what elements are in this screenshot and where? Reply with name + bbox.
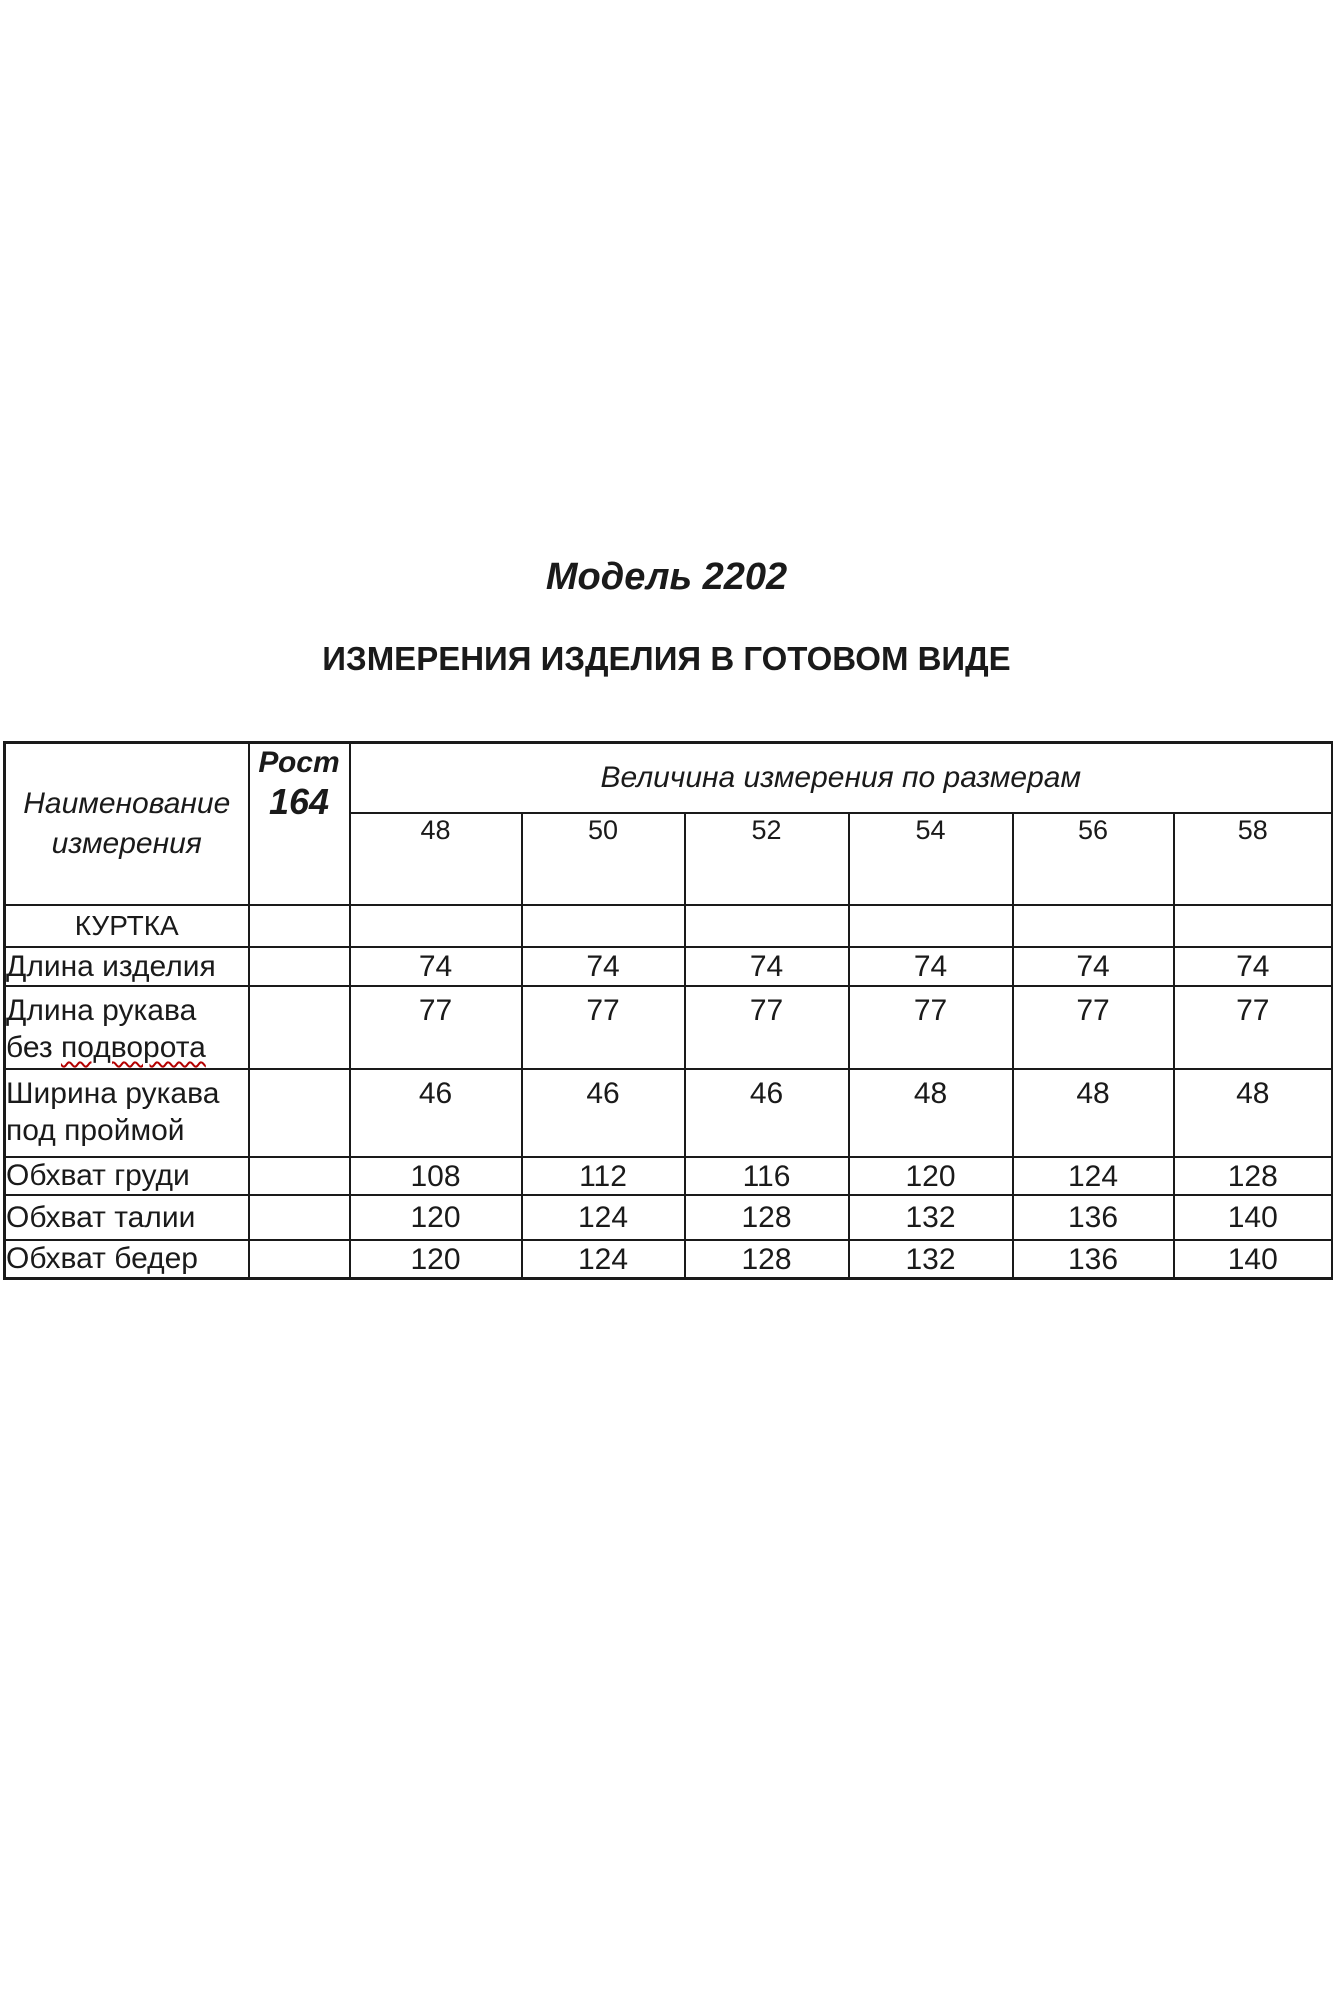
measurement-name-header: Наименование измерения: [5, 743, 249, 906]
measurement-value: 74: [1174, 947, 1333, 986]
empty-cell: [849, 905, 1013, 947]
size-column-header: 56: [1013, 813, 1174, 905]
measurement-value: 46: [685, 1069, 849, 1157]
measurement-value: 136: [1013, 1195, 1174, 1240]
empty-cell: [249, 1240, 350, 1279]
measurement-value: 124: [1013, 1157, 1174, 1195]
model-title: Модель 2202: [545, 556, 788, 598]
measurement-value: 74: [685, 947, 849, 986]
empty-cell: [249, 986, 350, 1069]
row-label: Обхват бедер: [5, 1240, 249, 1279]
empty-cell: [1013, 905, 1174, 947]
height-header: [249, 743, 350, 906]
measurement-value: 77: [522, 986, 685, 1069]
measurement-value: 48: [1013, 1069, 1174, 1157]
height-value: 164: [268, 781, 330, 822]
measurement-value: 132: [849, 1240, 1013, 1279]
measurement-value: 74: [1013, 947, 1174, 986]
row-label: [5, 986, 249, 1069]
measurement-value: 116: [685, 1157, 849, 1195]
measurement-value: 74: [522, 947, 685, 986]
header-row-top: [5, 743, 1333, 814]
measurement-value: 128: [685, 1240, 849, 1279]
measurement-value: 77: [685, 986, 849, 1069]
empty-cell: [249, 1195, 350, 1240]
measurement-value: 46: [350, 1069, 522, 1157]
row-label-line1: Ширина рукава: [6, 1077, 220, 1110]
measurement-value: 136: [1013, 1240, 1174, 1279]
size-column-header: 52: [685, 813, 849, 905]
misspelled-word: подворота: [60, 1031, 206, 1064]
empty-cell: [685, 905, 849, 947]
table-row: [5, 1157, 1333, 1195]
row-label: Обхват груди: [5, 1157, 249, 1195]
measurement-value: 74: [350, 947, 522, 986]
measurement-value: 124: [522, 1195, 685, 1240]
measurement-value: 140: [1174, 1240, 1333, 1279]
row-label: Обхват талии: [5, 1195, 249, 1240]
size-column-header: 54: [849, 813, 1013, 905]
table-row: [5, 947, 1333, 986]
measurement-value: 74: [849, 947, 1013, 986]
row-label: [5, 1069, 249, 1157]
table-row: [5, 1069, 1333, 1157]
size-column-header: 48: [350, 813, 522, 905]
measurements-subtitle: ИЗМЕРЕНИЯ ИЗДЕЛИЯ В ГОТОВОМ ВИДЕ: [322, 640, 1011, 677]
measurement-value: 120: [350, 1195, 522, 1240]
height-label: Рост: [258, 746, 340, 779]
empty-cell: [350, 905, 522, 947]
measurement-value: 46: [522, 1069, 685, 1157]
size-column-header: 58: [1174, 813, 1333, 905]
empty-cell: [522, 905, 685, 947]
empty-cell: [1174, 905, 1333, 947]
measurement-value: 48: [849, 1069, 1013, 1157]
measurement-value: 77: [1013, 986, 1174, 1069]
sizes-group-header: Величина измерения по размерам: [350, 743, 1333, 814]
measurement-value: 132: [849, 1195, 1013, 1240]
table-row: [5, 1240, 1333, 1279]
row-label-word: без: [6, 1031, 61, 1064]
measurement-value: 48: [1174, 1069, 1333, 1157]
empty-cell: [249, 1069, 350, 1157]
row-label: Длина изделия: [5, 947, 249, 986]
measurement-value: 112: [522, 1157, 685, 1195]
measurement-value: 120: [350, 1240, 522, 1279]
empty-cell: [249, 905, 350, 947]
measurement-value: 120: [849, 1157, 1013, 1195]
section-row: [5, 905, 1333, 947]
measurement-value: 124: [522, 1240, 685, 1279]
measurement-value: 77: [350, 986, 522, 1069]
measurement-value: 108: [350, 1157, 522, 1195]
table-row: [5, 986, 1333, 1069]
measurement-value: 77: [1174, 986, 1333, 1069]
size-column-header: 50: [522, 813, 685, 905]
table-row: [5, 1195, 1333, 1240]
measurement-value: 128: [1174, 1157, 1333, 1195]
empty-cell: [249, 947, 350, 986]
row-label-line2: под проймой: [6, 1114, 185, 1147]
section-label: КУРТКА: [5, 905, 249, 947]
row-label-line1: Длина рукава: [6, 994, 197, 1027]
measurement-value: 140: [1174, 1195, 1333, 1240]
measurements-table: [3, 741, 1333, 1280]
row-label-line2: [6, 1029, 248, 1066]
measurement-value: 128: [685, 1195, 849, 1240]
empty-cell: [249, 1157, 350, 1195]
measurement-value: 77: [849, 986, 1013, 1069]
